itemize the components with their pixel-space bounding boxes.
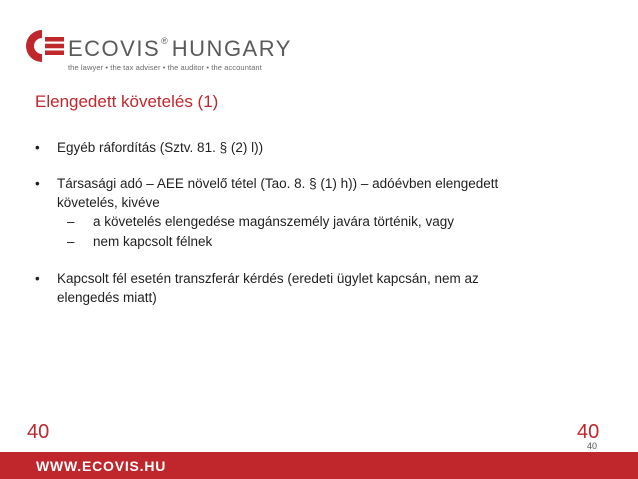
bullet-text: Egyéb ráfordítás (Sztv. 81. § (2) l)) [57, 140, 264, 155]
logo-country: HUNGARY [171, 36, 292, 61]
sub-list [35, 212, 615, 252]
logo-registered-mark: ® [161, 36, 168, 46]
ecovis-logo [26, 30, 292, 80]
sub-item-text: a követelés elengedése magánszemély javára történik, vagy [93, 214, 454, 229]
bullet-item-1 [35, 138, 615, 157]
bullet-mark: • [35, 271, 40, 286]
sub-item-2 [35, 232, 615, 252]
logo-tagline: the lawyer • the tax adviser • the auditor • the accountant [68, 63, 262, 72]
bullet-text-line-2: követelés, kivéve [57, 195, 160, 210]
logo-brand: ECOVIS [68, 36, 161, 61]
ecovis-logo-icon [26, 30, 66, 62]
slide-title: Elengedett követelés (1) [35, 92, 219, 111]
page-number-right: 40 [577, 421, 600, 443]
footer-bar [0, 452, 638, 479]
logo-wordmark [68, 36, 292, 62]
bullet-item-2 [35, 174, 615, 212]
page-number-small: 40 [587, 441, 598, 451]
bullet-item-3 [35, 269, 615, 307]
bullet-mark: • [35, 176, 40, 191]
page-number-left: 40 [27, 421, 50, 443]
dash-mark: – [67, 214, 75, 229]
footer-url-link[interactable]: WWW.ECOVIS.HU [36, 458, 167, 474]
sub-item-1 [35, 212, 615, 232]
sub-item-text: nem kapcsolt félnek [93, 234, 213, 249]
bullet-list [35, 138, 615, 307]
bullet-text-line-1: Társasági adó – AEE növelő tétel (Tao. 8. § (1) h)) – adóévben elengedett [57, 176, 499, 191]
bullet-text-line-1: Kapcsolt fél esetén transzferár kérdés (eredeti ügylet kapcsán, nem az [57, 271, 479, 286]
dash-mark: – [67, 234, 75, 249]
bullet-text-line-2: elengedés miatt) [57, 290, 157, 305]
bullet-mark: • [35, 140, 40, 155]
